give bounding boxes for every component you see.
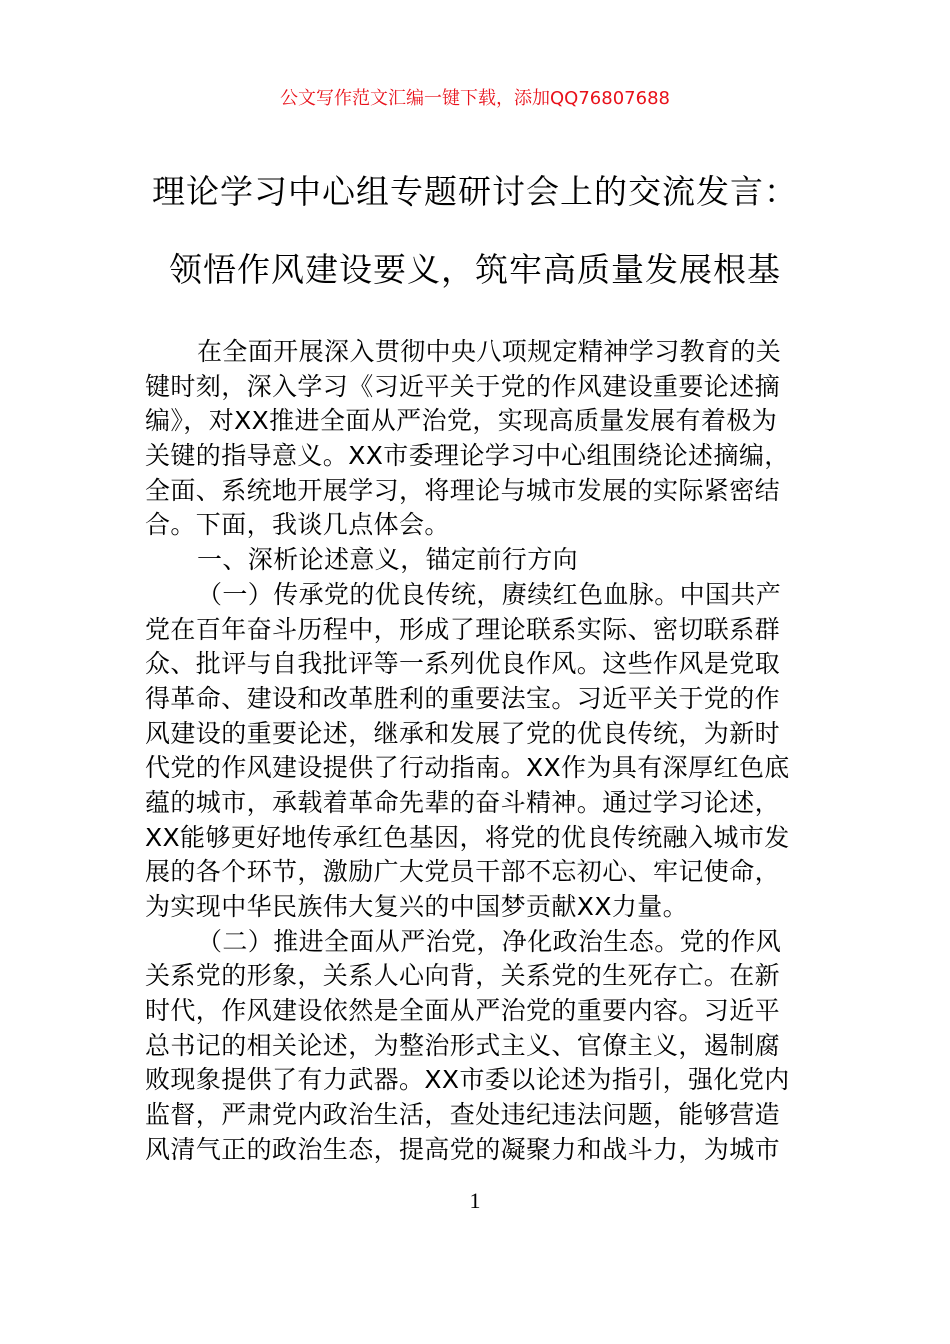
body-text-line: 风清气正的政治生态，提高党的凝聚力和战斗力，为城市	[145, 1134, 781, 1164]
document-title-line-1: 理论学习中心组专题研讨会上的交流发言：	[152, 172, 798, 211]
body-text-line: 展的各个环节，激励广大党员干部不忘初心、牢记使命，	[145, 857, 781, 887]
page-number: 1	[469, 1188, 481, 1213]
body-text-line: 代党的作风建设提供了行动指南。XX作为具有深厚红色底	[145, 753, 790, 783]
body-text-line: 总书记的相关论述，为整治形式主义、官僚主义，遏制腐	[145, 1030, 781, 1060]
body-text-line: 为实现中华民族伟大复兴的中国梦贡献XX力量。	[145, 892, 689, 921]
body-text-line: 风建设的重要论述，继承和发展了党的优良传统，为新时	[145, 718, 781, 748]
body-text-line: 键时刻，深入学习《习近平关于党的作风建设重要论述摘	[145, 371, 781, 401]
body-text-line: 得革命、建设和改革胜利的重要法宝。习近平关于党的作	[145, 683, 781, 713]
body-text-line: 众、批评与自我批评等一系列优良作风。这些作风是党取	[145, 649, 781, 679]
body-text-line: 全面、系统地开展学习，将理论与城市发展的实际紧密结	[145, 475, 781, 505]
body-text-line: 关键的指导意义。XX市委理论学习中心组围绕论述摘编，	[145, 441, 790, 471]
body-text-line: 编》，对XX推进全面从严治党，实现高质量发展有着极为	[145, 406, 778, 436]
promo-header: 公文写作范文汇编一键下载，添加QQ76807688	[280, 88, 670, 109]
body-text-line: 时代，作风建设依然是全面从严治党的重要内容。习近平	[145, 996, 781, 1026]
body-text-line: 蕴的城市，承载着革命先辈的奋斗精神。通过学习论述，	[145, 787, 781, 817]
body-text-line: 合。下面，我谈几点体会。	[145, 510, 450, 540]
document-body	[145, 335, 825, 1168]
document-title-line-2: 领悟作风建设要义，筑牢高质量发展根基	[169, 250, 781, 289]
body-text-line: （一）传承党的优良传统，赓续红色血脉。中国共产	[197, 579, 782, 609]
body-text-line: 关系党的形象，关系人心向背，关系党的生死存亡。在新	[145, 961, 781, 991]
body-text-line: 监督，严肃党内政治生活，查处违纪违法问题，能够营造	[145, 1100, 781, 1130]
body-text-line: 一、深析论述意义，锚定前行方向	[197, 545, 579, 575]
body-text-line: 在全面开展深入贯彻中央八项规定精神学习教育的关	[197, 337, 782, 366]
body-text-line: （二）推进全面从严治党，净化政治生态。党的作风	[197, 926, 782, 956]
body-text-line: 党在百年奋斗历程中，形成了理论联系实际、密切联系群	[145, 614, 781, 644]
body-text-line: 败现象提供了有力武器。XX市委以论述为指引，强化党内	[145, 1065, 790, 1095]
body-text-line: XX能够更好地传承红色基因，将党的优良传统融入城市发	[145, 822, 790, 852]
